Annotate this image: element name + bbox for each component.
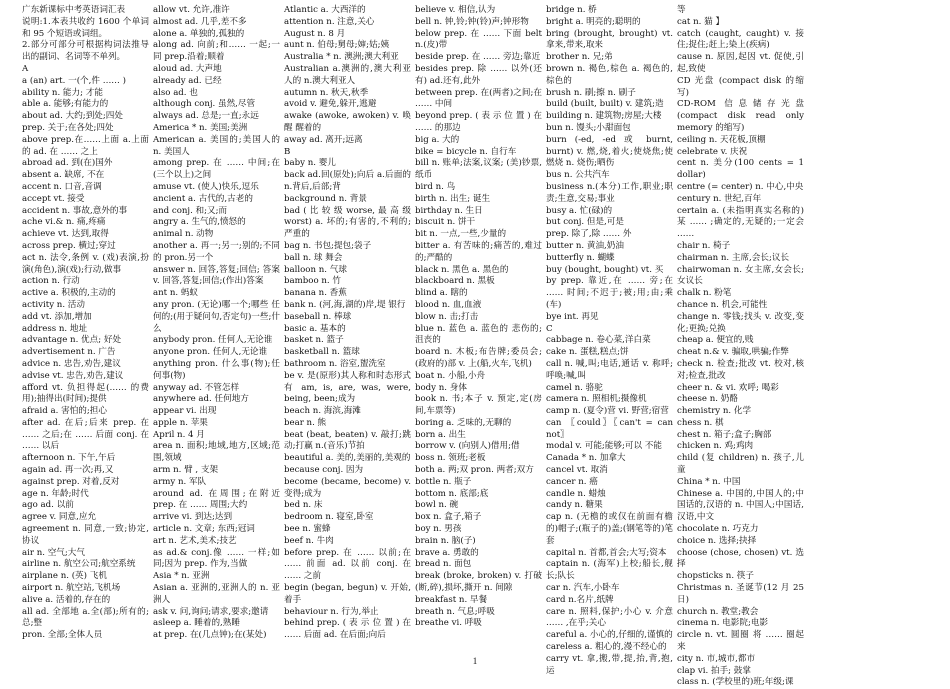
column [282,5,413,653]
vocab-entry: add vt. 添加,增加 [22,311,92,322]
vocab-entry: besides prep. 除 …… 以外(还有) ad.还有,此外 [415,63,542,86]
vocab-entry: CD 光盘 (compact disk 的缩写) [677,75,804,98]
vocab-entry: August n. 8 月 [284,28,346,39]
vocab-entry: banana n. 香蕉 [284,288,347,299]
vocab-entry: brave a. 勇敢的 [415,547,479,558]
vocab-entry: after ad. 在后;后来 prep. 在 …… 之后;在 …… 后面 conj. 在 …… 以后 [22,417,149,452]
vocab-entry: beautiful a. 美的,美丽的,美观的 [284,453,411,464]
vocab-entry: ant n. 蚂蚁 [153,288,199,299]
vocab-entry: beyond prep. ( 表 示 位 置 ) 在 …… 的那边 [415,111,542,133]
vocab-entry: can 〖could〗〖can't = can not〗 [546,417,673,440]
vocab-entry: 说明:1.本表共收约 1600 个单词和 95 个短语或词组。 [22,16,149,39]
vocab-entry: brother n. 兄;弟 [546,52,613,63]
vocab-entry: buy (bought, bought) vt. 买 [546,264,664,275]
vocab-entry: accept vt. 接受 [22,193,85,204]
vocab-entry: candy n. 糖果 [546,500,603,511]
vocab-entry: chess n. 棋 [677,417,724,428]
vocab-entry: anyone pron. 任何人,无论谁 [153,347,268,358]
vocab-entry: bye int. 再见 [546,311,599,322]
vocab-entry: anybody pron. 任何人,无论谁 [153,335,273,346]
vocab-entry: all ad. 全部地 a.全(部);所有的;总;整 [22,606,149,629]
vocab-entry: chance n. 机会,可能性 [677,299,768,310]
vocab-entry: book n. 书;本子 v. 预定,定(房间,车票等) [415,394,542,417]
vocab-entry: airplane n. (英) 飞机 [22,571,107,582]
vocab-entry: boat n. 小船,小舟 [415,370,486,381]
vocab-entry: big a. 大的 [415,134,460,145]
vocab-entry: board n. 木板;布告牌;委员会;(政府的)部 v. 上(船,火车,飞机) [415,347,542,369]
vocab-entry: breathe vi. 呼吸 [415,618,482,629]
vocab-entry: cheap a. 便宜的,贱 [677,335,754,346]
vocab-entry: chair n. 椅子 [677,240,731,251]
vocab-entry: ask v. 问,询问;请求,要求;邀请 [153,606,269,617]
vocab-entry: ancient a. 古代的,古老的 [153,193,253,204]
column [806,5,937,653]
vocab-entry: avoid v. 避免,躲开,逃避 [284,99,377,110]
vocab-entry: cinema n. 电影院;电影 [677,618,769,629]
page-number: 1 [472,656,478,666]
vocab-entry: cake n. 蛋糕,糕点;饼 [546,347,629,358]
vocab-entry: apple n. 苹果 [153,417,208,428]
vocab-entry: advertisement n. 广告 [22,347,116,358]
vocab-entry: agree v. 同意,应允 [22,512,97,523]
vocab-entry: B [284,146,291,157]
vocab-entry: chalk n. 粉笔 [677,288,732,299]
vocab-entry: cancel vt. 取消 [546,465,608,476]
vocab-entry: cap n. (无檐的或仅在前面有檐的)帽子;(瓶子的)盖;(钢笔等的)笔套 [546,512,673,546]
vocab-entry: boring a. 乏味的,无聊的 [415,417,512,428]
vocab-entry: cancer n. 癌 [546,476,598,487]
vocab-entry: Atlantic a. 大西洋的 [284,5,366,15]
column [544,5,675,676]
vocab-entry: air n. 空气;大气 [22,547,85,558]
vocab-entry: C [546,323,553,334]
vocab-entry: aloud ad. 大声地 [153,63,222,74]
vocab-entry: born a. 出生 [415,429,466,440]
vocab-entry: burn (-ed, -ed 或 burnt, burnt) v. 燃,烧,着火;使烧焦;使燃烧 n. 烧伤;晒伤 [546,134,673,169]
vocab-entry: able a. 能够;有能力的 [22,99,109,110]
vocab-entry: ball n. 球 舞会 [284,252,343,263]
vocab-entry: celebrate v. 庆祝 [677,146,748,157]
vocab-entry: pron. 全部;全体人员 [22,630,103,641]
vocab-entry: address n. 地址 [22,323,88,334]
vocab-entry: bike = bicycle n. 自行车 [415,146,517,157]
vocab-entry: bamboo n. 竹 [284,276,341,287]
vocab-entry: Chinese a. 中国的,中国人的;中国话的,汉语的 n. 中国人;中国话,汉语,中文 [677,488,804,523]
vocab-entry: capital n. 首都,首会;大写;资本 [546,547,667,558]
vocab-entry: care n. 照料,保护;小心 v. 介意 …… ,在乎;关心 [546,606,673,629]
vocab-entry: agreement n. 同意,一致;协定,协议 [22,524,149,546]
vocab-entry: captain n. (海军)上校;船长,舰长;队长 [546,559,673,582]
vocab-entry: bathroom n. 浴室,盥洗室 [284,358,386,369]
vocab-entry: choice n. 选择;抉择 [677,535,757,546]
vocab-entry: afford vt. 负担得起(…… 的费用);抽得出(时间);提供 [22,382,149,405]
vocab-entry: bedroom n. 寝室,卧室 [284,512,374,523]
vocab-entry: bottle n. 瓶子 [415,476,472,487]
vocab-entry: bridge n. 桥 [546,5,597,15]
vocab-entry: camel n. 骆驼 [546,382,603,393]
vocab-entry: abroad ad. 到(在)国外 [22,158,113,169]
vocab-entry: bed n. 床 [284,500,323,511]
vocab-entry: chocolate n. 巧克力 [677,524,759,535]
vocab-entry: chemistry n. 化学 [677,406,752,417]
vocab-entry: body n. 身体 [415,382,467,393]
vocab-entry: careless a. 粗心的,漫不经心的 [546,642,667,653]
vocab-entry: activity n. 活动 [22,299,85,310]
vocab-entry: century n. 世纪,百年 [677,193,762,204]
vocab-entry: always ad. 总是;一直;永远 [153,111,259,122]
vocab-entry: 2.部分可部分可根据构词法推导出的副词、名词等不单列。 [22,40,149,63]
vocab-entry: call n. 喊,叫;电话,通话 v. 称呼;呼唤;喊,叫 [546,358,673,381]
vocab-entry: as ad.& conj.像 …… 一样;如同;因为 prep. 作为,当做 [153,547,280,570]
vocab-entry: attention n. 注意,关心 [284,16,375,27]
vocab-entry: both a. 两;双 pron. 两者;双方 [415,465,534,476]
vocab-entry: be v. 是(原形)其人称和时态形式有 am, is, are, was, were, being, been;成为 [284,370,411,405]
vocab-entry: balloon n. 气球 [284,264,347,275]
vocab-entry: about ad. 大约;到处;四处 [22,111,123,122]
vocab-entry: become (became, become) v. 变得;成为 [284,476,411,499]
vocab-entry: away ad. 离开;远离 [284,134,363,145]
vocab-entry: prep. 除了,除 …… 外 [546,229,632,240]
vocab-entry: business n.(本分)工作,职业;职责;生意,交易;事业 [546,181,673,204]
vocab-entry: asleep a. 睡着的,熟睡 [153,618,240,629]
vocab-entry: answer n. 回答,答复;回信; 答案 v. 回答,答复;回信;(作出)答案 [153,264,280,287]
vocab-entry: baby n. 婴儿 [284,158,336,169]
vocab-entry: butterfly n. 蝴蝶 [546,252,615,263]
vocab-entry: alive a. 活着的,存在的 [22,594,111,605]
vocab-entry: blue n. 蓝色 a. 蓝色的 悲伤的; 沮丧的 [415,323,542,346]
vocab-entry: class n. (学校里的)班;年级;课 [677,677,794,688]
vocab-entry: awake (awoke, awoken) v. 唤醒 醒着的 [284,111,411,133]
vocab-entry: breakfast n. 早餐 [415,594,488,605]
vocab-entry: black n. 黑色 a. 黑色的 [415,264,509,275]
vocab-entry: child (复 children) n. 孩子,儿童 [677,453,804,476]
vocab-entry: borrow v. (向别人)借用;借 [415,441,520,452]
vocab-entry: bill n. 账单;法案,议案; (美)钞票,纸币 [415,158,542,181]
vocab-entry: alone a. 单独的,孤独的 [153,28,245,39]
column [151,5,282,653]
vocab-entry: animal n. 动物 [153,229,214,240]
vocab-entry: modal v. 可能;能够;可以 不能 [546,441,662,452]
vocab-entry: Asian a. 亚洲的,亚洲人的 n. 亚洲人 [153,583,280,605]
vocab-entry: achieve vt. 达到,取得 [22,229,109,240]
vocab-entry: almost ad. 几乎,差不多 [153,16,247,27]
vocab-entry: America * n. 美国;美洲 [153,122,248,133]
vocab-entry: birthday n. 生日 [415,205,483,216]
vocab-entry: anyway ad. 不管怎样 [153,382,240,393]
vocab-entry: bun n. 馒头;小甜面包 [546,122,631,133]
vocab-entry: a (an) art. 一(个,件 …… ) [22,75,126,86]
vocab-entry: chairman n. 主席,会长;议长 [677,252,790,263]
vocab-entry: area n. 面积;地域,地方,区域;范围,领域 [153,441,280,464]
vocab-entry: army n. 军队 [153,476,207,487]
vocab-entry: because conj. 因为 [284,465,364,476]
vocab-entry: butter n. 黄油,奶油 [546,240,624,251]
vocab-entry: amuse vt. (使人)快乐,逗乐 [153,181,259,192]
vocab-entry: along ad. 向前;和…… 一起;一同 prep.沿着;顺着 [153,40,280,63]
vocab-entry: active a. 积极的,主动的 [22,288,116,299]
vocab-entry: 广东新课标中考英语词汇表 [22,5,126,15]
vocab-entry: another a. 再一;另一;别的;不同的 pron.另一个 [153,240,280,263]
vocab-entry: boy n. 男孩 [415,524,462,535]
vocab-entry: careful a. 小心的,仔细的,谨慎的 [546,630,673,641]
vocab-entry: ability n. 能力; 才能 [22,87,103,98]
vocab-entry: article n. 文章; 东西;冠词 [153,524,255,535]
glossary-page [20,5,942,688]
vocab-entry: behaviour n. 行为,举止 [284,606,379,617]
column [413,5,544,653]
vocab-entry: basket n. 篮子 [284,335,344,346]
vocab-entry: anything pron. 什么事(物);任何事(物) [153,358,280,381]
vocab-entry: cent n. 美分(100 cents = 1 dollar) [677,158,804,181]
vocab-entry: and conj. 和;又;而 [153,205,228,216]
vocab-entry: before prep. 在 …… 以前;在 …… 前面 ad. 以前 conj. 在 …… 之前 [284,547,411,582]
vocab-entry: bear n. 熊 [284,417,327,428]
vocab-entry: brain n. 脑(子) [415,535,476,546]
vocab-entry: again ad. 再一次;再,又 [22,465,114,476]
vocab-entry: back ad.回(原处);向后 a.后面的 n.背后,后部;背 [284,170,411,192]
vocab-entry: below prep. 在 …… 下面 belt n.(皮)带 [415,28,542,51]
vocab-entry: airline n. 航空公司;航空系统 [22,559,136,570]
vocab-entry: but conj. 但是,可是 [546,217,624,228]
vocab-entry: airport n. 航空站,飞机场 [22,583,121,594]
vocab-entry: age n. 年龄;时代 [22,488,89,499]
vocab-entry: beat (beat, beaten) v. 敲打;跳动;打赢 n.(音乐)节拍 [284,429,411,452]
vocab-entry: carry vt. 拿,搬,带,提,抬,背,抱,运 [546,653,673,676]
vocab-entry: blackboard n. 黑板 [415,276,495,287]
vocab-entry: boss n. 领班;老板 [415,453,486,464]
vocab-entry: between prep. 在(两者)之间;在 …… 中间 [415,87,542,110]
vocab-entry: at prep. 在(几点钟);在(某处) [153,630,267,641]
vocab-entry: bowl n. 碗 [415,500,459,511]
vocab-entry: around ad. 在周围;在附近 prep. 在 …… 周围;大约 [153,488,280,511]
vocab-entry: chest n. 箱子;盒子;胸部 [677,429,772,440]
vocab-entry: any pron. (无论)哪一个;哪些 任何的;(用于疑问句,否定句)一些;什么 [153,299,280,334]
vocab-entry: absent a. 缺席, 不在 [22,170,105,181]
vocab-entry: appear vi. 出现 [153,406,217,417]
vocab-entry: anywhere ad. 任何地方 [153,394,249,405]
vocab-entry: behind prep. ( 表 示 位 置 ) 在 …… 后面 ad. 在后面;向后 [284,618,411,641]
vocab-entry: CD-ROM 信息储存光盘 (compact disk read only memory 的缩写) [677,99,804,133]
vocab-entry: believe v. 相信,认为 [415,5,496,15]
vocab-entry: bird n. 鸟 [415,181,456,192]
vocab-entry: bright a. 明亮的;聪明的 [546,16,641,27]
vocab-entry: background n. 背景 [284,193,367,204]
vocab-entry: basic a. 基本的 [284,323,346,334]
vocab-entry: act n. 法令,条例 v. (戏)表演,扮演(角色),演(戏);行动,做事 [22,252,149,275]
vocab-entry: afternoon n. 下午,午后 [22,453,116,464]
vocab-entry: build (built, built) v. 建筑;造 [546,99,664,110]
vocab-entry: autumn n. 秋天,秋季 [284,87,369,98]
vocab-entry: also ad. 也 [153,87,198,98]
vocab-entry: check n. 检查;批改 vt. 校对,核对;检查,批改 [677,358,804,381]
vocab-entry: already ad. 已经 [153,75,222,86]
vocab-entry: clap vi. 拍手; 鼓掌 [677,665,751,676]
vocab-entry: bitter a. 有苦味的;痛苦的,难过的;严酷的 [415,240,542,263]
vocab-entry: accent n. 口音,音调 [22,181,102,192]
vocab-entry: bee n. 蜜蜂 [284,524,331,535]
vocab-entry: brush n. 刷;擦 n. 刷子 [546,87,636,98]
vocab-entry: brown n. 褐色,棕色 a. 褐色的,棕色的 [546,63,673,86]
vocab-entry: car n. 汽车,小卧车 [546,583,620,594]
vocab-entry: against prep. 对着,反对 [22,476,120,487]
vocab-entry: church n. 教堂;教会 [677,606,759,617]
vocab-entry: ceiling n. 天花板,顶棚 [677,134,766,145]
vocab-entry: American a. 美国的;美国人的 n. 美国人 [153,134,280,157]
vocab-entry: April n. 4 月 [153,429,205,440]
vocab-entry: action n. 行动 [22,276,80,287]
vocab-entry: angry a. 生气的,愤怒的 [153,217,246,228]
vocab-entry: art n. 艺术,美术;技艺 [153,535,237,546]
vocab-entry: bit n. 一点,一些,少量的 [415,229,507,240]
vocab-entry: allow vt. 允许,准许 [153,5,230,15]
vocab-entry: blow n. 击;打击 [415,311,479,322]
vocab-entry: China * n. 中国 [677,476,741,487]
vocab-entry: bring (brought, brought) vt. 拿来,带来,取来 [546,28,673,51]
vocab-entry: A [22,63,29,74]
vocab-entry: break (broke, broken) v. 打破(断,碎),损坏,撕开 n. 间隙 [415,571,542,594]
vocab-entry: chopsticks n. 筷子 [677,571,754,582]
vocab-entry: bell n. 钟,铃;钟(铃)声;钟形物 [415,16,529,27]
vocab-entry: arm n. 臂 , 支架 [153,465,219,476]
vocab-entry: bread n. 面包 [415,559,472,570]
vocab-entry: Asia * n. 亚洲 [153,571,210,582]
vocab-entry: bottom n. 底部;底 [415,488,489,499]
vocab-entry: chicken n. 鸡;鸡肉 [677,441,754,452]
vocab-entry: building n. 建筑物;房屋;大楼 [546,111,662,122]
vocab-entry: beach n. 海滨,海滩 [284,406,361,417]
vocab-entry: aunt n. 伯母;舅母;婶;姑;姨 [284,40,390,51]
vocab-entry: baseball n. 棒球 [284,311,352,322]
vocab-entry: accident n. 事故,意外的事 [22,205,128,216]
vocab-entry: certain a. (未指明真实名称的) 某 …… ;确定的,无疑的;一定会 …… [677,205,804,240]
vocab-entry: across prep. 横过;穿过 [22,240,116,251]
vocab-entry: box n. 盒子,箱子 [415,512,482,523]
vocab-entry: card n.名片,纸牌 [546,594,614,605]
vocab-entry: chairwoman n. 女主席,女会长;女议长 [677,264,804,287]
vocab-entry: bus n. 公共汽车 [546,170,610,181]
vocab-entry: beef n. 牛肉 [284,535,334,546]
column [20,5,151,653]
vocab-entry: arrive vi. 到达;达到 [153,512,233,523]
column [675,5,806,688]
vocab-entry: cheese n. 奶酪 [677,394,738,405]
vocab-entry: advantage n. 优点; 好处 [22,335,122,346]
vocab-entry: bad ( 比 较 级 worse, 最 高 级 worst) a. 坏的;有害的,不利的;严重的 [284,205,411,240]
vocab-entry: cause n. 原因,起因 vt. 促使,引起,致使 [677,52,804,74]
vocab-entry: Australia * n. 澳洲;澳大利亚 [284,52,399,63]
vocab-entry: afraid a. 害怕的;担心 [22,406,107,417]
vocab-entry: cabbage n. 卷心菜,洋白菜 [546,335,651,346]
vocab-entry: begin (began, begun) v. 开始,着手 [284,583,411,605]
vocab-entry: Christmas n. 圣诞节(12 月 25 日) [677,583,804,605]
vocab-entry: cheer n. & vi. 欢呼; 喝彩 [677,382,779,393]
vocab-entry: change n. 零钱;找头 v. 改变,变化;更换;兑换 [677,311,804,334]
vocab-entry: above prep.在……上面 a.上面的 ad. 在 …… 之上 [22,134,149,157]
vocab-entry: camera n. 照相机;摄像机 [546,394,647,405]
vocab-entry: cat n. 猫 】 [677,16,725,27]
vocab-entry: Australian a.澳洲的,澳大利亚人的 n.澳大利亚人 [284,63,411,86]
vocab-entry: prep. 关于;在各处;四处 [22,122,114,133]
vocab-entry: blood n. 血,血液 [415,299,482,310]
vocab-entry: ago ad. 以前 [22,500,74,511]
vocab-entry: by prep. 靠近,在 …… 旁;在 …… 时间;不迟于;被;用;由;乘(车) [546,276,673,310]
vocab-entry: choose (chose, chosen) vt. 选择 [677,547,804,570]
vocab-entry: bag n. 书包;提包;袋子 [284,240,372,251]
vocab-entry: ache vi.& n. 痛,疼痛 [22,217,106,228]
vocab-entry: basketball n. 篮球 [284,347,360,358]
vocab-entry: although conj. 虽然,尽管 [153,99,256,110]
vocab-entry: advise vt. 忠告,劝告,建议 [22,370,124,381]
vocab-entry: city n. 市,城市,都市 [677,653,756,664]
vocab-entry: birth n. 出生; 诞生 [415,193,491,204]
vocab-entry: breath n. 气息;呼吸 [415,606,495,617]
vocab-entry: blind a. 瞎的 [415,288,468,299]
vocab-entry: busy a. 忙(碌)的 [546,205,613,216]
vocab-entry: cheat n.& v. 骗取,哄骗;作弊 [677,347,789,358]
vocab-entry: catch (caught, caught) v. 接住;捉住;赶上;染上(疾病) [677,28,804,51]
vocab-entry: Canada * n. 加拿大 [546,453,626,464]
vocab-entry: biscuit n. 饼干 [415,217,476,228]
vocab-entry: circle n. vt. 圆圈 将 …… 圈起来 [677,630,804,653]
vocab-entry: among prep. 在 …… 中间;在(三个以上)之间 [153,158,280,181]
vocab-entry: centre (= center) n. 中心,中央 [677,181,804,192]
vocab-entry: candle n. 蜡烛 [546,488,606,499]
vocab-entry: 等 [677,5,686,15]
vocab-entry: beside prep. 在 …… 旁边;靠近 [415,52,541,63]
vocab-entry: bank n. (河,海,湖的)岸,堤 银行 [284,299,406,310]
vocab-entry: advice n. 忠告,劝告,建议 [22,358,121,369]
vocab-entry: camp n. (夏令)营 vi. 野营;宿营 [546,406,669,417]
